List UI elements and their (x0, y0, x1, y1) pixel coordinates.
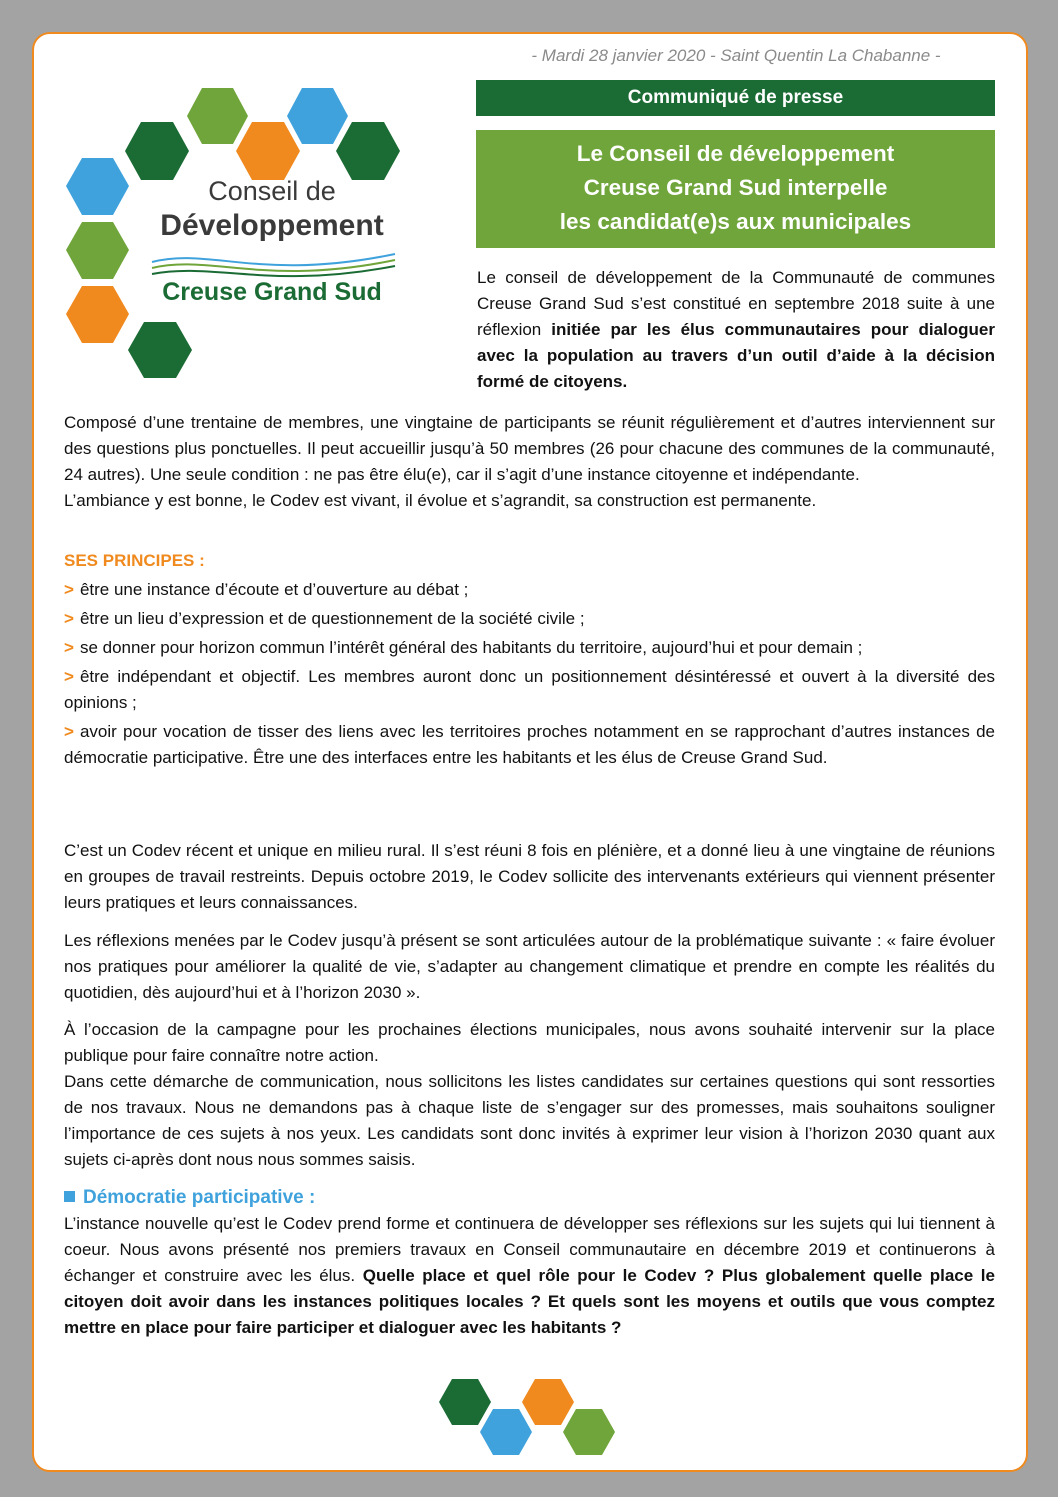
list-item: > se donner pour horizon commun l’intérêt général des habitants du territoire, aujourd’hui et pour demain ; (64, 638, 863, 657)
list-item: > être un lieu d’expression et de questionnement de la société civile ; (64, 609, 585, 628)
logo-line1: Conseil de (208, 176, 336, 206)
paragraph: L’instance nouvelle qu’est le Codev prend forme et continuera de développer ses réflexions sur les sujets qui lui tiennent à coeur. Nous avons présenté nos premiers travaux en Conseil communautaire en décembre 2019 et continuerons à échanger et construire avec les élus. Quelle place et quel rôle pour le Codev ? Plus globalement quelle place le citoyen doit avoir dans les instances politiques locales ? Et quels sont les moyens et outils que vous comptez mettre en place pour faire participer et dialoguer avec les habitants ? (64, 1214, 995, 1337)
intro-paragraph (477, 265, 995, 395)
hex-orange (236, 122, 300, 180)
headline-line: Le Conseil de développement (576, 141, 895, 166)
list-item: > être indépendant et objectif. Les membres auront donc un positionnement désintéressé et ouvert à la diversité des opinions ; (64, 667, 995, 712)
press-release-banner: Communiqué de presse (476, 80, 995, 116)
hex-blue (66, 158, 129, 215)
paragraph: L’ambiance y est bonne, le Codev est vivant, il évolue et s’agrandit, sa construction est permanente. (64, 491, 817, 510)
hex-orange (66, 286, 129, 343)
hex-light-green (66, 222, 129, 279)
arrow-icon: > (64, 722, 74, 741)
headline-line: les candidat(e)s aux municipales (559, 209, 912, 234)
paragraph: Composé d’une trentaine de membres, une vingtaine de participants se réunit régulièrement et d’autres interviennent sur des questions plus ponctuelles. Il peut accueillir jusqu’à 50 membres (26 pour chacune des communes de la communauté, 24 autres). Une seule condition : ne pas être élu(e), car il s’agit d’une instance citoyenne et indépendante. (64, 413, 995, 484)
arrow-icon: > (64, 667, 74, 686)
democracy-section (64, 1185, 995, 1341)
hex-dark-green (128, 322, 192, 378)
section-title: Démocratie participative : (64, 1185, 995, 1211)
section-title: SES PRINCIPES : (64, 551, 205, 570)
campaign-section (64, 1017, 995, 1173)
composition-section (64, 410, 995, 514)
conseil-logo (60, 82, 420, 382)
paragraph: Les réflexions menées par le Codev jusqu’à présent se sont articulées autour de la problématique suivante : « faire évoluer nos pratiques pour améliorer la qualité de vie, s’adapter au changement climatique et prendre en compte les réalités du quotidien, dès aujourd’hui et à l’horizon 2030 ». (64, 931, 995, 1002)
questions-bold-text: Quelle place et quel rôle pour le Codev ? Plus globalement quelle place le citoyen doit avoir dans les instances politiques locales ? Et quels sont les moyens et outils que vous comptez mettre en place pour faire participer et dialoguer avec les habitants ? (64, 1266, 995, 1337)
hex-blue (287, 88, 348, 144)
hex-light-green (563, 1409, 615, 1455)
paragraph: Dans cette démarche de communication, nous sollicitons les listes candidates sur certaines questions qui sont ressorties de nos travaux. Nous ne demandons pas à chaque liste de s’engager sur des promesses, mais souhaitons souligner l’importance de ces sujets à nos yeux. Les candidats sont donc invités à exprimer leur vision à l’horizon 2030 quant aux sujets ci-après dont nous nous sommes saisis. (64, 1072, 995, 1169)
logo-line2: Développement (160, 209, 384, 242)
principles-section (64, 548, 995, 771)
paragraph: À l’occasion de la campagne pour les prochaines élections municipales, nous avons souhaité intervenir sur la place publique pour faire connaître notre action. (64, 1020, 995, 1065)
headline (476, 130, 995, 248)
hex-dark-green (336, 122, 400, 180)
intro-text: Le conseil de développement de la Communauté de communes Creuse Grand Sud s’est constitué en septembre 2018 suite à une réflexion (477, 268, 995, 339)
hex-light-green (187, 88, 248, 144)
arrow-icon: > (64, 638, 74, 657)
hex-dark-green (439, 1379, 491, 1425)
list-item: > être une instance d’écoute et d’ouverture au débat ; (64, 580, 469, 599)
footer-hexagons (438, 1375, 618, 1465)
headline-line: Creuse Grand Sud interpelle (583, 175, 888, 200)
list-item: > avoir pour vocation de tisser des liens avec les territoires proches notamment en se rapprochant d’autres instances de démocratie participative. Être une des interfaces entre les habitants et les élus de Creuse Grand Sud. (64, 722, 995, 767)
intro-bold-text: initiée par les élus communautaires pour dialoguer avec la population au travers d’un outil d’aide à la décision formé de citoyens. (477, 320, 996, 391)
hex-orange (522, 1379, 574, 1425)
paragraph: C’est un Codev récent et unique en milieu rural. Il s’est réuni 8 fois en plénière, et a donné lieu à une vingtaine de réunions en groupes de travail restreints. Depuis octobre 2019, le Codev sollicite des intervenants extérieurs qui viennent présenter leurs pratiques et leurs connaissances. (64, 841, 995, 912)
arrow-icon: > (64, 580, 74, 599)
dateline: - Mardi 28 janvier 2020 - Saint Quentin La Chabanne - (531, 46, 941, 65)
square-bullet-icon (64, 1191, 75, 1202)
arrow-icon: > (64, 609, 74, 628)
hex-dark-green (125, 122, 189, 180)
hex-blue (480, 1409, 532, 1455)
logo-line3: Creuse Grand Sud (162, 278, 382, 306)
